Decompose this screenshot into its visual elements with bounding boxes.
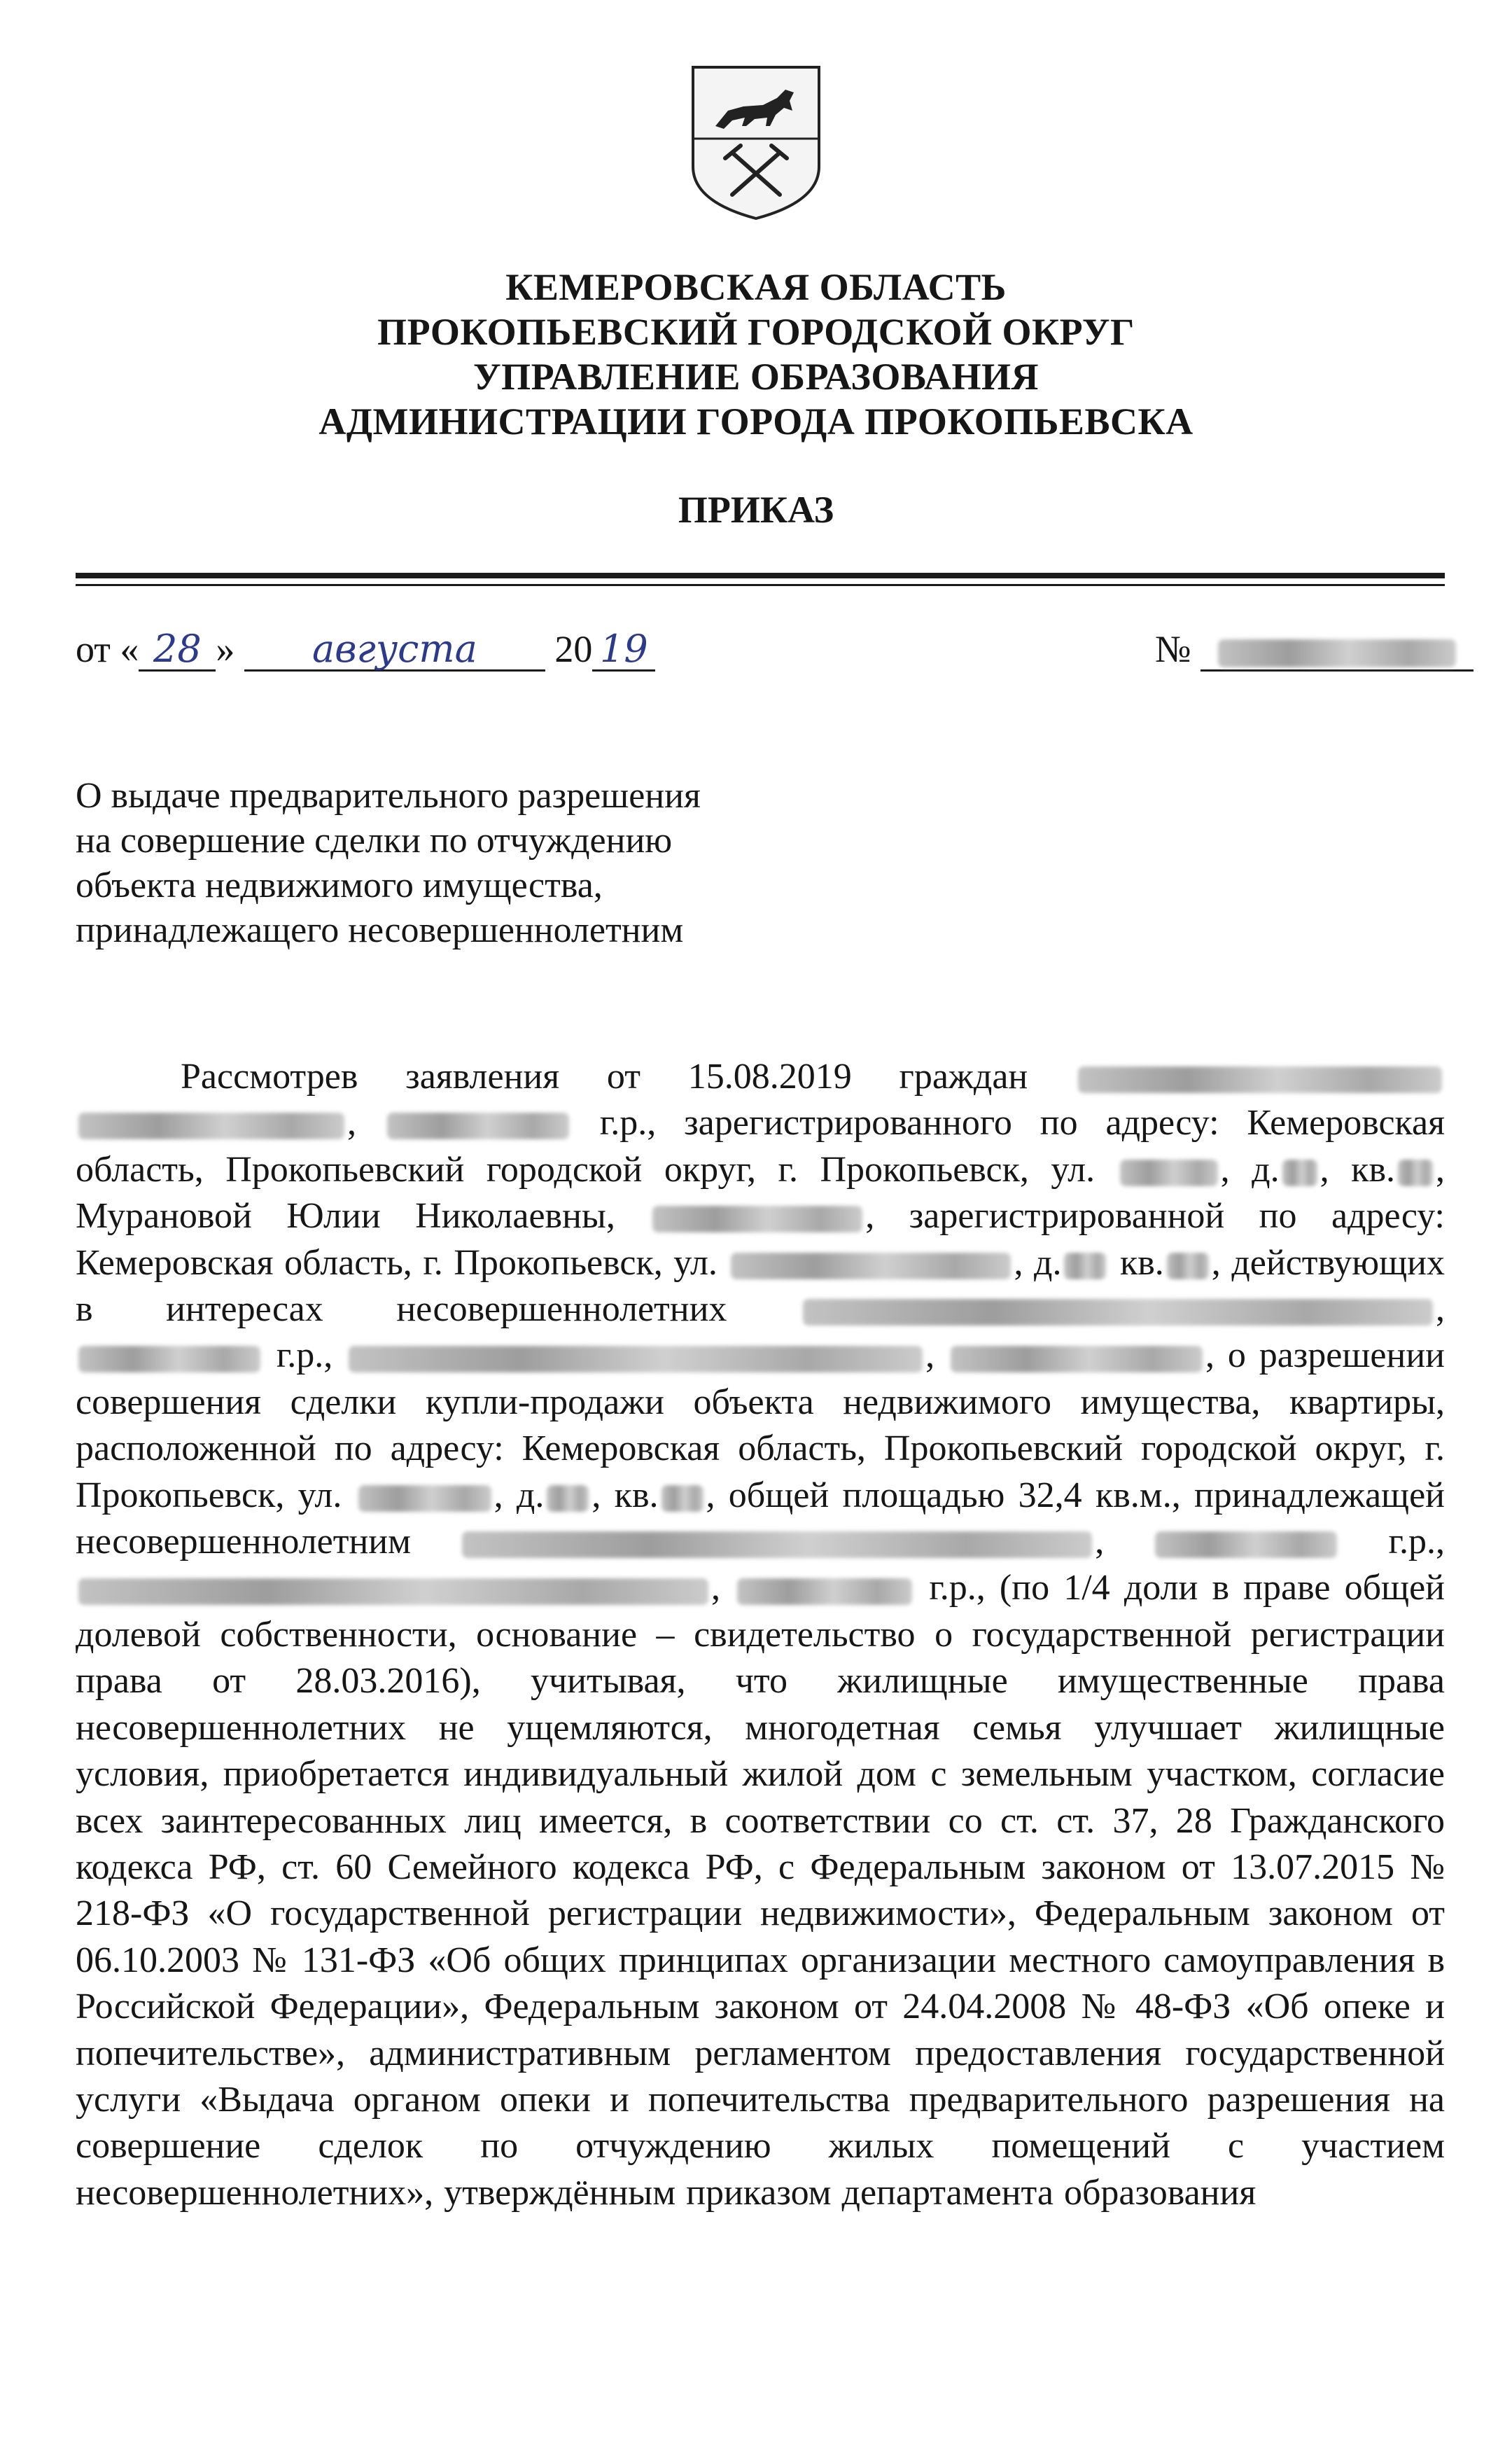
number-label: № — [1155, 628, 1191, 670]
body-text-segment: Рассмотрев заявления от 15.08.2019 граждан — [181, 1057, 1028, 1097]
header-divider-thin — [76, 584, 1445, 586]
date-year-handwritten: 19 — [592, 629, 655, 672]
date-month-handwritten: августа — [244, 629, 545, 672]
body-text-segment: , д. — [1014, 1242, 1062, 1283]
body-text-segment: г.р., — [1388, 1522, 1446, 1562]
redacted-house — [1064, 1253, 1106, 1279]
redacted-birthdate — [387, 1113, 569, 1139]
redacted-birthdate — [1155, 1531, 1337, 1558]
date-year-prefix: 20 — [554, 628, 593, 670]
body-text-segment: , кв. — [1320, 1149, 1395, 1190]
header-district: ПРОКОПЬЕВСКИЙ ГОРОДСКОЙ ОКРУГ — [377, 311, 1135, 353]
redacted-house — [1282, 1160, 1317, 1186]
body-text-segment: , — [1436, 1289, 1446, 1330]
subject-line-1: О выдаче предварительного разрешения — [76, 776, 701, 816]
header-divider-thick — [76, 573, 1445, 578]
body-text-segment: г.р., зарегистрированного по адресу: Кемеровская область, Прокопьевский городской округ, г. Прокопьевск, ул. — [76, 1103, 1446, 1190]
redacted-flat — [1167, 1253, 1209, 1279]
redacted-birthdate — [652, 1206, 862, 1232]
header-administration: АДМИНИСТРАЦИИ ГОРОДА ПРОКОПЬЕВСКА — [318, 401, 1194, 443]
redacted-name — [803, 1299, 1433, 1326]
body-text-segment: , общей площадью 32,4 кв.м., принадлежащей несовершеннолетним — [76, 1475, 1445, 1562]
coat-of-arms-emblem — [687, 62, 825, 223]
body-text-segment: , действующих в интересах несовершеннолетних — [76, 1242, 1445, 1330]
body-text-segment: , — [1095, 1522, 1105, 1562]
redacted-flat — [1398, 1160, 1433, 1186]
redacted-house — [547, 1485, 589, 1512]
redacted-birthdate — [78, 1346, 260, 1372]
subject-line-4: принадлежащего несовершеннолетним — [76, 910, 684, 950]
order-date — [76, 627, 655, 672]
redacted-street — [1120, 1160, 1218, 1186]
date-mid: » — [216, 628, 235, 670]
body-text-segment: кв. — [1119, 1242, 1164, 1283]
body-text-segment: , — [347, 1103, 356, 1143]
redacted-birthdate — [951, 1346, 1203, 1372]
order-subject — [76, 774, 846, 953]
redacted-flat — [662, 1485, 704, 1512]
body-text-segment: , д. — [1220, 1149, 1280, 1190]
body-text-segment: , д. — [493, 1475, 545, 1515]
document-type-title: ПРИКАЗ — [678, 489, 834, 531]
order-number — [1155, 627, 1474, 672]
body-text-segment: , — [711, 1568, 720, 1608]
body-text-segment: г.р., (по 1/4 доли в праве общей долевой собственности, основание – свидетельство о государственной регистрации права от 28.03.2016), учитывая, что жилищные имущественные права несовершеннолетних не ущемляются, многодетная семья улучшает жилищные условия, приобретается индивидуальный жилой дом с земельным участком, согласие всех заинтересованных лиц имеется, в соответствии со ст. ст. 37, 28 Гражданского кодекса РФ, ст. 60 Семейного кодекса РФ, с Федеральным законом от 13.07.2015 № 218-ФЗ «О государственной регистрации недвижимости», Федеральным законом от 06.10.2003 № 131-ФЗ «Об общих принципах организации местного самоуправления в Российской Федерации», Федеральным законом от 24.04.2008 № 48-ФЗ «Об опеке и попечительстве», административным регламентом предоставления государственной услуги «Выдача органом опеки и попечительства предварительного разрешения на совершение сделок по отчуждению жилых помещений с участием несовершеннолетних», утверждённым приказом департамента образования — [76, 1568, 1446, 2213]
number-value-redacted — [1200, 629, 1474, 672]
subject-line-2: на совершение сделки по отчуждению — [76, 821, 673, 861]
redacted-name — [349, 1346, 923, 1372]
redacted-name — [1078, 1066, 1442, 1093]
redacted-birthdate — [737, 1578, 912, 1605]
redacted-name — [78, 1578, 708, 1605]
body-text-segment: , кв. — [592, 1475, 659, 1515]
redacted-street — [731, 1253, 1011, 1279]
header-region: КЕМЕРОВСКАЯ ОБЛАСТЬ — [505, 266, 1007, 308]
date-prefix: от « — [76, 628, 139, 670]
body-text-segment: , Мурановой Юлии Николаевны, — [76, 1149, 1445, 1237]
body-text-segment: , о разрешении совершения сделки купли-продажи объекта недвижимого имущества, квартиры, расположенной по адресу: Кемеровская область, Прокопьевский городской округ, г. Прокопьевск, ул. — [76, 1335, 1445, 1515]
redacted-name — [78, 1113, 344, 1139]
subject-line-3: объекта недвижимого имущества, — [76, 865, 603, 905]
order-body-paragraph — [76, 1054, 1445, 2216]
body-text-segment: г.р., — [276, 1335, 333, 1376]
header-department: УПРАВЛЕНИЕ ОБРАЗОВАНИЯ — [472, 356, 1039, 398]
organization-header — [0, 265, 1512, 444]
body-text-segment: , — [925, 1335, 935, 1376]
redacted-name — [462, 1531, 1092, 1558]
date-day-handwritten: 28 — [139, 629, 216, 672]
redacted-street — [358, 1485, 491, 1512]
body-text-segment: , зарегистрированной по адресу: Кемеровская область, г. Прокопьевск, ул. — [76, 1196, 1446, 1283]
